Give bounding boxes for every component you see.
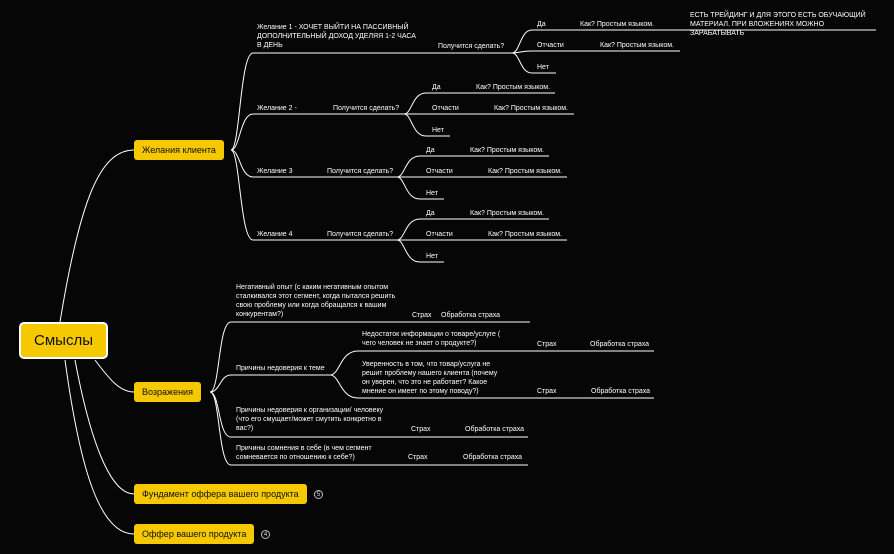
- objection-3-handling[interactable]: Обработка страха: [465, 426, 525, 433]
- objection-4-fear[interactable]: Страх: [408, 454, 428, 461]
- root-node[interactable]: Смыслы: [19, 322, 108, 359]
- objection-topic-distrust[interactable]: Причины недоверия к теме: [236, 365, 325, 372]
- desire-4-answer-partly[interactable]: Отчасти: [426, 231, 453, 238]
- objection-distrust-organization[interactable]: Причины недоверия к организации/ человеку (что его смущает/может смутить конкретно в вас?): [236, 407, 384, 432]
- desire-2-question[interactable]: Получится сделать?: [333, 105, 400, 112]
- objection-2a-fear[interactable]: Страх: [537, 341, 557, 348]
- desire-2-how-partly[interactable]: Как? Простым языком.: [494, 105, 569, 112]
- desire-3-answer-partly[interactable]: Отчасти: [426, 168, 453, 175]
- objection-belief-not-work[interactable]: Уверенность в том, что товар/услуга не решит проблему нашего клиента (почему он уверен, что это не работает? Какое мнение он имеет по этому поводу?): [362, 361, 498, 395]
- topic-objections[interactable]: Возражения: [134, 382, 201, 402]
- desire-4-question[interactable]: Получится сделать?: [327, 231, 394, 238]
- desire-4-how-yes[interactable]: Как? Простым языком.: [470, 210, 545, 217]
- objection-1-handling[interactable]: Обработка страха: [441, 312, 501, 319]
- objection-self-doubt[interactable]: Причины сомнения в себе (в чем сегмент сомневается по отношению к себе?): [236, 445, 372, 461]
- desire-1-label[interactable]: Желание 1 - ХОЧЕТ ВЫЙТИ НА ПАССИВНЫЙ ДОПОЛНИТЕЛЬНЫЙ ДОХОД УДЕЛЯЯ 1-2 ЧАСА В ДЕНЬ: [257, 24, 416, 49]
- desire-1-answer-yes[interactable]: Да: [537, 21, 546, 28]
- desire-4-answer-no[interactable]: Нет: [426, 253, 438, 260]
- objection-3-fear[interactable]: Страх: [411, 426, 431, 433]
- topic-offer[interactable]: Оффер вашего продукта: [134, 524, 254, 544]
- collapsed-count-badge[interactable]: 4: [261, 530, 270, 539]
- desire-4-how-partly[interactable]: Как? Простым языком.: [488, 231, 563, 238]
- desire-2-label[interactable]: Желание 2 -: [257, 105, 297, 112]
- desire-3-label[interactable]: Желание 3: [257, 168, 293, 175]
- objection-lack-of-info[interactable]: Недостаток информации о товаре/услуге ( чего человек не знает о продукте?): [362, 331, 501, 347]
- desire-3-how-partly[interactable]: Как? Простым языком.: [488, 168, 563, 175]
- desire-1-answer-partly[interactable]: Отчасти: [537, 42, 564, 49]
- desire-2-how-yes[interactable]: Как? Простым языком.: [476, 84, 551, 91]
- desire-3-answer-yes[interactable]: Да: [426, 147, 435, 154]
- desire-2-answer-partly[interactable]: Отчасти: [432, 105, 459, 112]
- desire-2-answer-yes[interactable]: Да: [432, 84, 441, 91]
- objection-negative-experience[interactable]: Негативный опыт (с каким негативным опытом сталкивался этот сегмент, когда пытался решить свою проблему или когда обращался к вашим конкурентам?): [236, 284, 396, 318]
- desire-3-question[interactable]: Получится сделать?: [327, 168, 394, 175]
- topic-offer-foundation[interactable]: Фундамент оффера вашего продукта: [134, 484, 307, 504]
- topic-desires[interactable]: Желания клиента: [134, 140, 224, 160]
- desire-3-how-yes[interactable]: Как? Простым языком.: [470, 147, 545, 154]
- desire-2-answer-no[interactable]: Нет: [432, 127, 444, 134]
- desire-1-question[interactable]: Получится сделать?: [438, 43, 505, 50]
- objection-2a-handling[interactable]: Обработка страха: [590, 341, 650, 348]
- desire-3-answer-no[interactable]: Нет: [426, 190, 438, 197]
- desire-1-how-yes[interactable]: Как? Простым языком.: [580, 21, 655, 28]
- desire-1-answer-no[interactable]: Нет: [537, 64, 549, 71]
- objection-2b-handling[interactable]: Обработка страха: [591, 388, 651, 395]
- objection-1-fear[interactable]: Страх: [412, 312, 432, 319]
- desire-4-label[interactable]: Желание 4: [257, 231, 293, 238]
- collapsed-count-badge[interactable]: 5: [314, 490, 323, 499]
- desire-1-note[interactable]: ЕСТЬ ТРЕЙДИНГ И ДЛЯ ЭТОГО ЕСТЬ ОБУЧАЮЩИЙ МАТЕРИАЛ. ПРИ ВЛОЖЕНИЯХ МОЖНО ЗАРАБАТЫВАТЬ: [690, 12, 866, 37]
- objection-2b-fear[interactable]: Страх: [537, 388, 557, 395]
- objection-4-handling[interactable]: Обработка страха: [463, 454, 523, 461]
- desire-4-answer-yes[interactable]: Да: [426, 210, 435, 217]
- desire-1-how-partly[interactable]: Как? Простым языком.: [600, 42, 675, 49]
